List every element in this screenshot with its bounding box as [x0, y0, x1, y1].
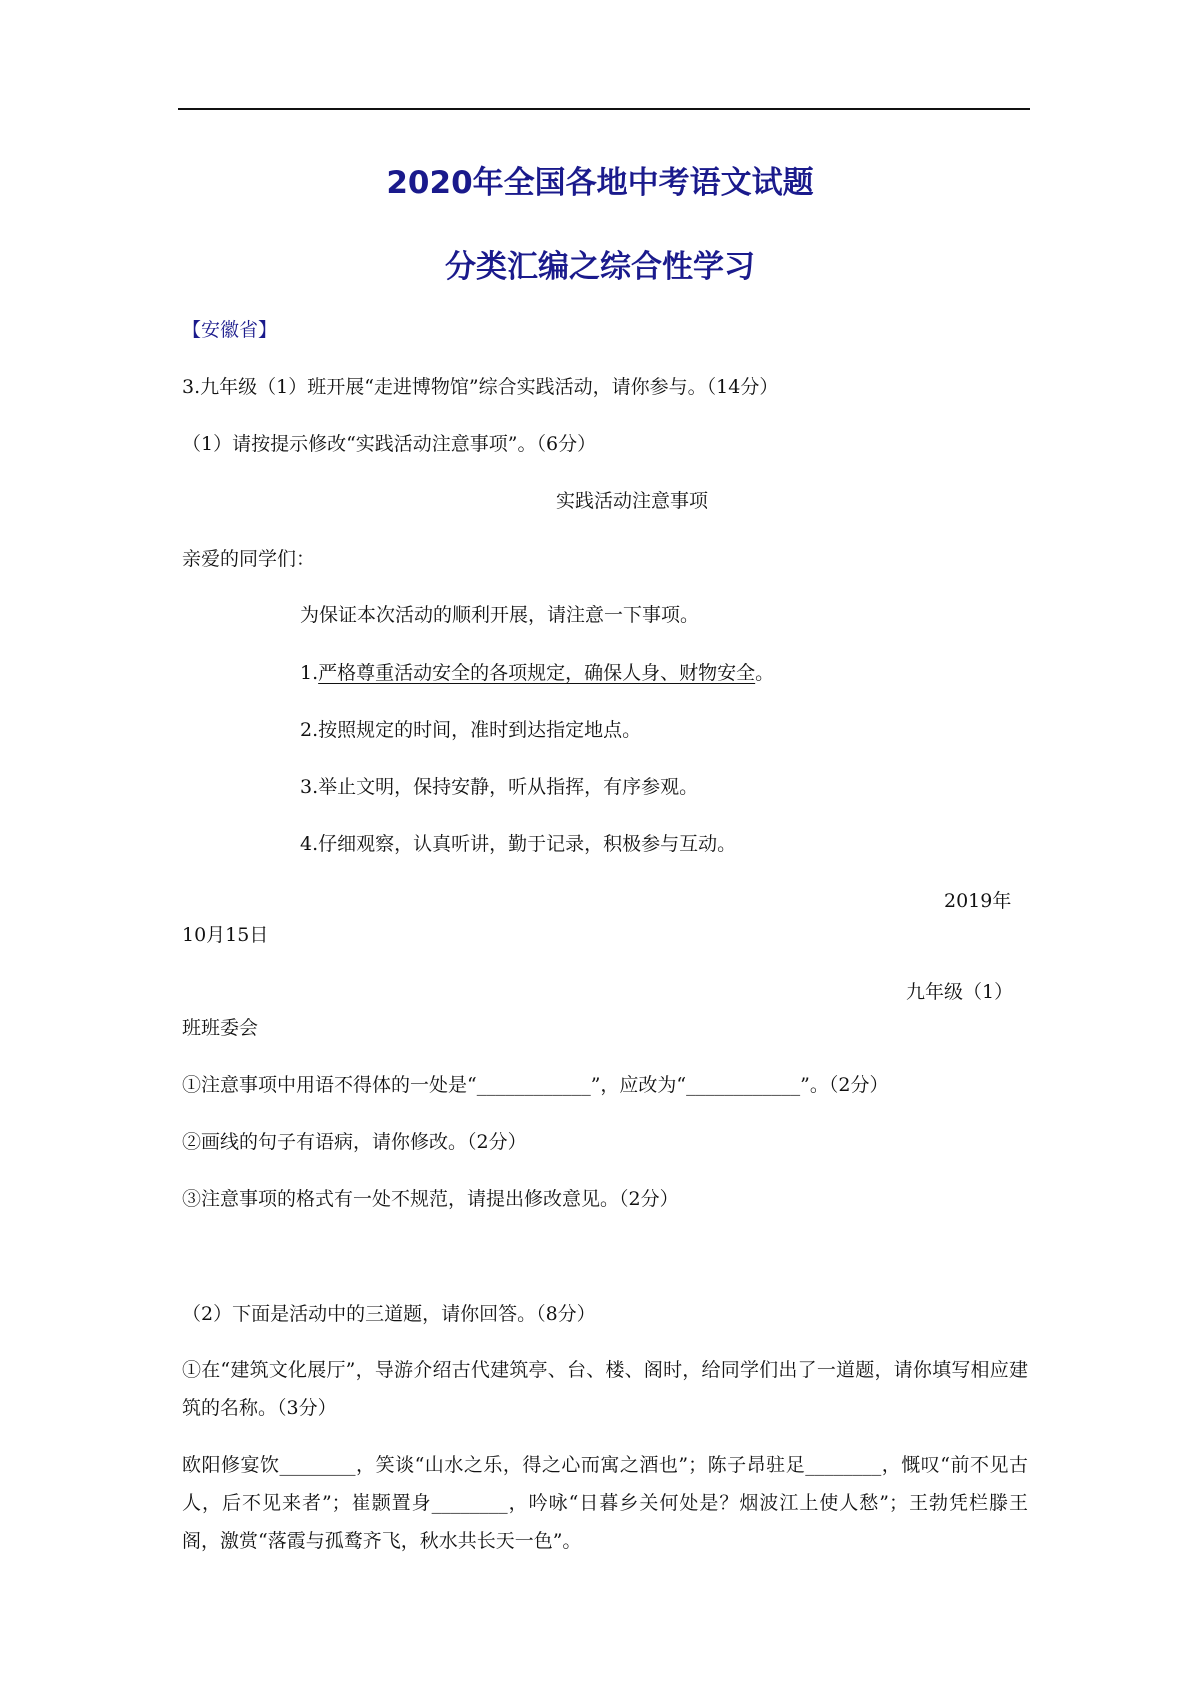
notice-item-1-number: 1.	[300, 662, 319, 684]
notice-date-year: 2019年	[944, 890, 1012, 912]
notice-intro: 为保证本次活动的顺利开展，请注意一下事项。	[300, 604, 700, 626]
sub-question-1: ①注意事项中用语不得体的一处是“____________”，应改为“____________”。（2分）	[182, 1074, 889, 1096]
question-3-2-1: ①在“建筑文化展厅”，导游介绍古代建筑亭、台、楼、阁时，给同学们出了一道题，请你填写相应建筑的名称。（3分）	[182, 1359, 1028, 1419]
notice-item-1-end: 。	[755, 662, 775, 684]
question-3-2: （2）下面是活动中的三道题，请你回答。（8分）	[182, 1303, 596, 1325]
title-line-1: 2020年全国各地中考语文试题	[386, 165, 814, 201]
title-line-2: 分类汇编之综合性学习	[445, 249, 755, 285]
section-heading: 【安徽省】	[182, 319, 278, 341]
notice-item-3: 3.举止文明，保持安静，听从指挥，有序参观。	[300, 776, 699, 798]
notice-item-1-underlined-text: 严格尊重活动安全的各项规定，确保人身、财物安全	[318, 662, 756, 684]
question-3-1: （1）请按提示修改“实践活动注意事项”。（6分）	[182, 433, 597, 455]
notice-greeting: 亲爱的同学们：	[182, 548, 316, 570]
notice-item-4: 4.仔细观察，认真听讲，勤于记录，积极参与互动。	[300, 833, 737, 855]
notice-heading: 实践活动注意事项	[556, 490, 709, 512]
notice-signature-committee: 班班委会	[182, 1017, 259, 1039]
notice-item-1	[300, 664, 774, 683]
header-rule	[178, 108, 1030, 110]
sub-question-3: ③注意事项的格式有一处不规范，请提出修改意见。（2分）	[182, 1188, 679, 1210]
notice-date-day: 10月15日	[182, 924, 269, 946]
notice-signature-class: 九年级（1）	[906, 981, 1014, 1003]
notice-item-2: 2.按照规定的时间，准时到达指定地点。	[300, 719, 642, 741]
question-3: 3.九年级（1）班开展“走进博物馆”综合实践活动，请你参与。（14分）	[182, 376, 779, 398]
question-3-2-1-passage: 欧阳修宴饮________，笑谈“山水之乐，得之心而寓之酒也”；陈子昂驻足________，慨叹“前不见古人，后不见来者”；崔颢置身________，吟咏“日暮乡关何处是？烟波江上使人愁”；王勃凭栏滕王阁，激赏“落霞与孤鹜齐飞，秋水共长天一色”。	[182, 1454, 1028, 1552]
sub-question-2: ②画线的句子有语病，请你修改。（2分）	[182, 1131, 527, 1153]
